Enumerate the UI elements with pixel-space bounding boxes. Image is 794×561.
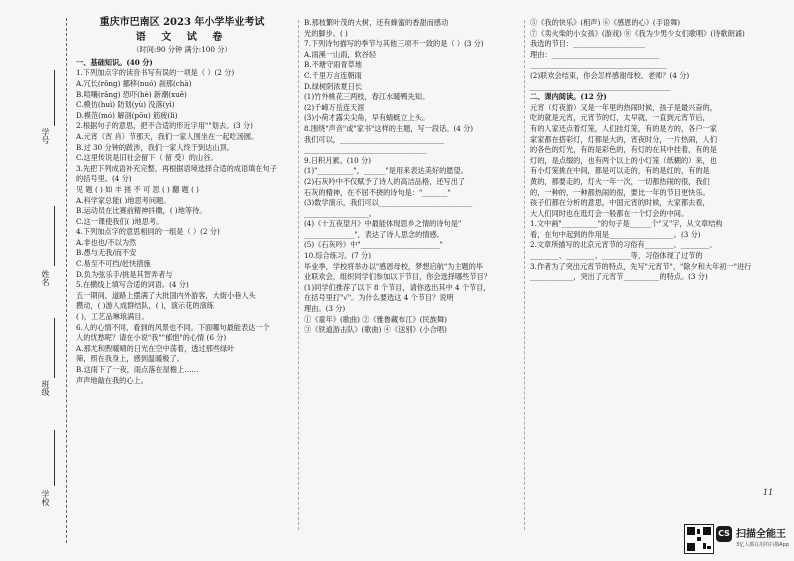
text-line: B.喧嚷(rǎng) 恐吓(hè) 新潮(xuē) — [76, 89, 187, 99]
text-line: 3.先把下列成语补充完整，再根据语境选择合适的成语填在句子 — [76, 163, 277, 173]
text-line: B.愚与无我/而不安 — [76, 248, 137, 258]
text-line: A.科学家总能( )地思考问题。 — [76, 195, 171, 205]
text-line: 人的忧愁呢？请在小说"我""郁悒"的心情 (6 分) — [76, 333, 227, 343]
text-line: 2.文章所描写的北京元宵节的习俗有________、________、 — [530, 240, 717, 250]
text-line: 大人们同时也在逛灯会一般都在一个灯会的中间。 — [530, 208, 689, 218]
text-line: ________、________、________等，习俗体现了过节的 — [530, 251, 703, 261]
text-line: A.冗长(rǒng) 挪移(nuó) 刹那(chà) — [76, 78, 192, 88]
text-line: A.元宵（宵 肖）节那天，我们一家人围坐在一起吃汤圆。 — [76, 131, 259, 141]
binding-margin — [0, 0, 72, 561]
text-line: (2)石灰吟中不仅赋予了诗人的高洁品格，还写出了 — [304, 176, 466, 186]
text-line: 7.下列诗句描写的季节与其他三项不一致的是（ ）(3 分) — [304, 39, 484, 49]
exam-subtitle: 语 文 试 卷 — [135, 31, 229, 43]
text-line: 2.根据句子的意思，把不合适的形近字用""划去。(3 分) — [76, 121, 253, 131]
exam-meta: （时间:90 分钟 满分:100 分） — [132, 45, 232, 55]
text-line: ____________，突出了元宵节__________的特点。(3 分) — [530, 272, 708, 282]
text-line: ( )，工艺品琳琅满目。 — [76, 312, 149, 322]
text-line: C.模仿(huì) 防划(yù) 没落(yì) — [76, 100, 175, 110]
name-label: 姓名 — [41, 270, 50, 286]
school-label: 学校 — [41, 490, 50, 506]
text-line: B.运动员在比赛前精神抖擞，( )地等待。 — [76, 206, 207, 216]
qr-code-icon — [684, 524, 714, 554]
text-line: (3)数学演示，我们可以__________________________ — [304, 198, 473, 208]
text-line: 的各色的灯光，有的是彩色的，有灯的在其中挂着，有的是 — [530, 145, 717, 155]
text-line: 9.日积月累。(10 分) — [304, 155, 372, 165]
text-line: 家家都在搭彩灯，灯都是大的，宵夜时分，一片热闹，人们 — [530, 134, 717, 144]
text-line: (2)千嶂万岳连天涯 — [304, 102, 365, 112]
text-line: 元宵（灯夜游）又是一年里的热闹时候，孩子是最兴奋的， — [530, 102, 717, 112]
text-line: (2)联欢会结束，你会怎样感谢母校、老师？(4 分) — [530, 70, 690, 80]
text-line: ①《童年》(歌曲) ②《雅鲁藏布江》(民族舞) — [304, 314, 447, 324]
text-line: (1)"__________"，______"是用来表达美好的愿望。 — [304, 166, 468, 176]
text-line: 筛，照在我身上，感到温暖极了。 — [76, 354, 184, 364]
text-line: 看，在句中起到的作用是__________________。(3 分) — [530, 229, 701, 239]
brand-tagline: 3亿人都在用的扫描App — [736, 542, 789, 548]
text-line: B.过 30 分钟的跋涉，我们一家人终于到达山顶。 — [76, 142, 234, 152]
text-line: ③《铁道游击队》(歌曲) ④《送别》(小合唱) — [304, 325, 447, 335]
text-line: ______________"，表达了诗人思念的情感。 — [304, 229, 444, 239]
text-line: (4)《十五夜望月》中最能体现思乡之情的诗句是" — [304, 219, 462, 229]
text-line: 业联欢会，组织同学们参加以下节目，你会选择哪些节目？ — [304, 272, 491, 282]
column-1-lines — [76, 58, 288, 386]
text-line: C.千里万言连朝雨 — [304, 70, 362, 80]
text-line: 10.综合练习。(7 分) — [304, 251, 372, 261]
class-line — [54, 318, 55, 378]
column-3 — [530, 18, 770, 283]
text-line: ⑦《卖火柴的小女孩》(游戏) ⑧《我为少男少女们歌唱》(诗歌朗诵) — [530, 28, 745, 38]
text-line: 5.在横线上填写合适的词语。(4 分) — [76, 280, 189, 290]
text-line: 我们可以，_____________________________ — [304, 134, 445, 144]
text-line: 光的脚步。( ) — [304, 28, 348, 38]
column-1 — [76, 14, 288, 386]
text-line: D.绿树阴浓夏日长 — [304, 81, 363, 91]
text-line: __________________。 — [304, 208, 376, 218]
text-line: 灯的，是点缀的，也有两个以上的小灯笼（纸糊的）来，也 — [530, 155, 717, 165]
camscanner-logo-icon: CS — [716, 526, 732, 542]
text-line: A.非也也/不以为然 — [76, 237, 137, 247]
text-line: 一、基础知识。(40 分) — [76, 57, 153, 67]
text-line: (1)同学们推荐了以下 8 个节目，请你选出其中 4 个节目， — [304, 282, 491, 292]
column-separator — [298, 20, 299, 530]
text-line: 有的人家还点着灯笼，人们挂灯笼，有的是方的，各户一家 — [530, 123, 717, 133]
name-line — [54, 206, 55, 266]
text-line: _______________________________________ — [530, 81, 671, 91]
column-2-lines — [304, 18, 516, 336]
text-line: 3.作者为了突出元宵节的特点，先写"元宵节"，"除夕和大年初一"进行 — [530, 261, 752, 271]
column-2 — [304, 18, 516, 336]
text-line: B.那枝繁叶茂的大树，还有蜂蜜的香甜而感动 — [304, 18, 449, 27]
text-line: C.这一课使我们( )地思考。 — [76, 216, 164, 226]
text-line: 五一期间，道路上摆满了大批国内外游客，大街小巷人头 — [76, 290, 256, 300]
column-3-lines — [530, 18, 770, 283]
text-line: (1)竹外桃花三两枝，春江水暖鸭先知。 — [304, 92, 430, 102]
text-line: D.负为弦乐手/挑是其智弄者与 — [76, 269, 173, 279]
class-label: 班级 — [41, 380, 50, 396]
text-line: 在括号里打"√"。为什么要选这 4 个节目？说明 — [304, 293, 454, 303]
exam-title: 重庆市巴南区 2023 年小学毕业考试 — [99, 17, 265, 28]
text-line: 石灰的精神，在不屈不挠的诗句是："_______" — [304, 187, 451, 197]
text-line: 1.下列加点字的读音书写有误的一项是（ ）(2 分) — [76, 68, 235, 78]
text-line: A.雨溪一山雨，软谷轻 — [304, 49, 377, 59]
text-line: 毕业季，学校将举办以"感恩母校，梦想启航"为主题的毕 — [304, 261, 484, 271]
text-line: 4.下列加点字的意思相同的一组是（ ）(2 分) — [76, 227, 220, 237]
text-line: 6.人的心情不同，看到的风景也不同。下面哪句最能表达一个 — [76, 322, 270, 332]
text-line: C.这里传说是旧社会留下（ 留 受）的山谷。 — [76, 153, 218, 163]
text-line: 声声地敲在我的心上。 — [76, 375, 148, 385]
text-line: 我选的节目：____________________ — [530, 39, 646, 49]
page-number: 11 — [763, 488, 774, 497]
text-line: 的，一种的，一种都热闹的很，要比一年的节目更快乐。 — [530, 187, 710, 197]
text-line: (3)小荷才露尖尖角，早有蜻蜓立上头。 — [304, 113, 430, 123]
student-no-label: 学号 — [41, 128, 50, 144]
text-line: B.不塘守雨青草地 — [304, 60, 362, 70]
text-line: 有小灯笼挑在中间，都是可以走的，有的是红的，有的是 — [530, 166, 710, 176]
text-line: 8.围绕"声音"或"家书"这样的主题，写一段话。(4 分) — [304, 123, 474, 133]
text-line: D.模范(mó) 解剖(pōu) 筋疲(lì) — [76, 110, 178, 120]
column-separator — [524, 20, 525, 530]
cut-line — [66, 18, 67, 543]
text-line: 理由。(3 分) — [304, 304, 346, 314]
text-line: C.易至不可挡/赶快措施 — [76, 259, 151, 269]
text-line: (5)《石灰吟》中"______________________" — [304, 240, 443, 250]
student-no-line — [54, 70, 55, 126]
text-line: B.这雨下了一夜，雨点落在屋檐上…… — [76, 365, 199, 374]
text-line: 吃的就是元宵，元宵节的灯，太早就，一直到元宵节后， — [530, 113, 710, 123]
text-line: A.那尤和煦暖晴的日光在空中荡着，透过那些绿叶 — [76, 343, 235, 353]
text-line: 二、课内阅读。(12 分) — [530, 92, 607, 102]
text-line: __________________________________ — [304, 145, 427, 155]
school-line — [54, 430, 55, 486]
text-line: 黄的，都要走的，灯火一年一次，一切都热闹的很，我们 — [530, 176, 710, 186]
brand-name: 扫描全能王 — [736, 529, 786, 540]
text-line: 孩子们都在分析的意思，中国元宵的时候，大家都去看， — [530, 198, 710, 208]
text-line: 的括号里。(4 分) — [76, 174, 132, 184]
text-line: ______________________________________ — [530, 60, 667, 70]
text-line: 攒动，( )游人成群结队，( )，演示花的演练 — [76, 301, 214, 311]
text-line: 见 题 ( ) 如 丰 搓 不 可 思 ( ) 翻 题 ( ) — [76, 184, 199, 194]
text-line: ⑤《我的快乐》(相声) ⑥《感恩的心》(手语舞) — [530, 18, 681, 27]
text-line: 1.文中画"__________"的句子是______个"又"字，从文章结构 — [530, 219, 723, 229]
text-line: 理由：______________________________ — [530, 49, 660, 59]
